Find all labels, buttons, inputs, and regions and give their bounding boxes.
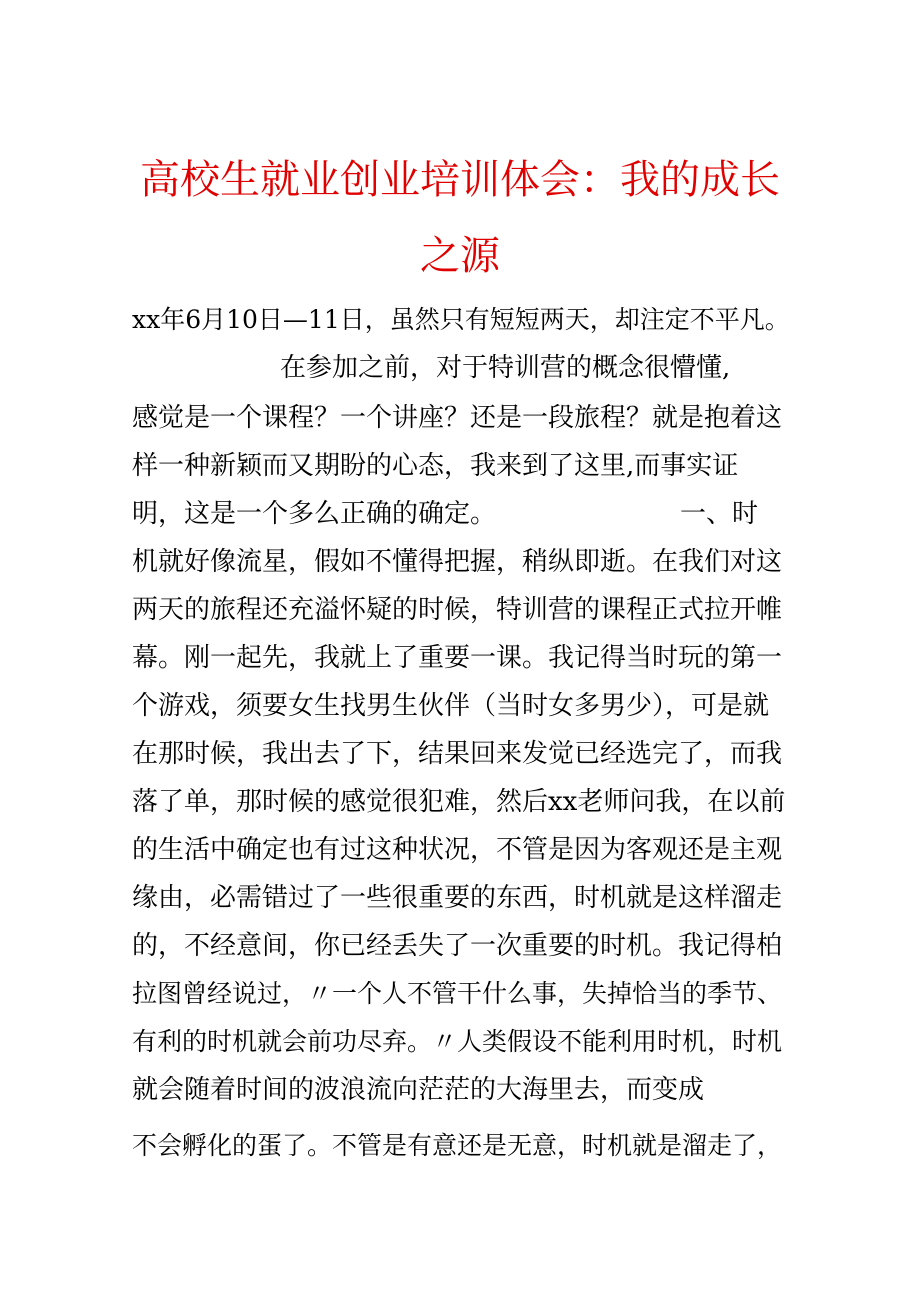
body-line-7: 两天的旅程还充溢怀疑的时候，特训营的课程正式拉开帷 xyxy=(132,595,783,625)
body-line-6: 机就好像流星，假如不懂得把握，稍纵即逝。在我们对这 xyxy=(132,547,783,577)
body-line-15: 拉图曾经说过，〃一个人不管干什么事，失掉恰当的季节、 xyxy=(132,979,783,1008)
document-title-line-2: 之源 xyxy=(420,233,500,279)
body-line-13: 缘由，必需错过了一些很重要的东西，时机就是这样溜走 xyxy=(132,883,783,913)
body-line-18: 不会孵化的蛋了。不管是有意还是无意，时机就是溜走了， xyxy=(132,1131,783,1160)
body-line-9: 个游戏，须要女生找男生伙伴（当时女多男少），可是就 xyxy=(132,691,770,721)
body-line-8: 幕。刚一起先，我就上了重要一课。我记得当时玩的第一 xyxy=(132,643,783,673)
body-line-17: 就会随着时间的波浪流向茫茫的大海里去，而变成 xyxy=(132,1075,705,1105)
body-line-16: 有利的时机就会前功尽弃。〃人类假设不能利用时机，时机 xyxy=(132,1027,783,1056)
body-line-2: 在参加之前，对于特训营的概念很懵懂, xyxy=(280,353,731,383)
body-line-4: 样一种新颖而又期盼的心态，我来到了这里,而事实证 xyxy=(132,451,739,481)
body-line-12: 的生活中确定也有过这种状况，不管是因为客观还是主观 xyxy=(132,835,783,865)
body-line-1: xx年6月10日—11日，虽然只有短短两天，却注定不平凡。 xyxy=(132,305,790,334)
document-title-line-1: 高校生就业创业培训体会：我的成长 xyxy=(140,157,780,203)
body-line-10: 在那时候，我出去了下，结果回来发觉已经选完了，而我 xyxy=(132,739,783,769)
body-line-3: 感觉是一个课程？一个讲座？还是一段旅程？就是抱着这 xyxy=(132,403,783,433)
section-heading-1: 一、时 xyxy=(680,499,759,529)
body-line-11: 落了单，那时候的感觉很犯难，然后xx老师问我，在以前 xyxy=(132,787,786,817)
body-line-5: 明，这是一个多么正确的确定。 xyxy=(132,499,497,529)
body-line-14: 的，不经意间，你已经丢失了一次重要的时机。我记得柏 xyxy=(132,931,783,961)
